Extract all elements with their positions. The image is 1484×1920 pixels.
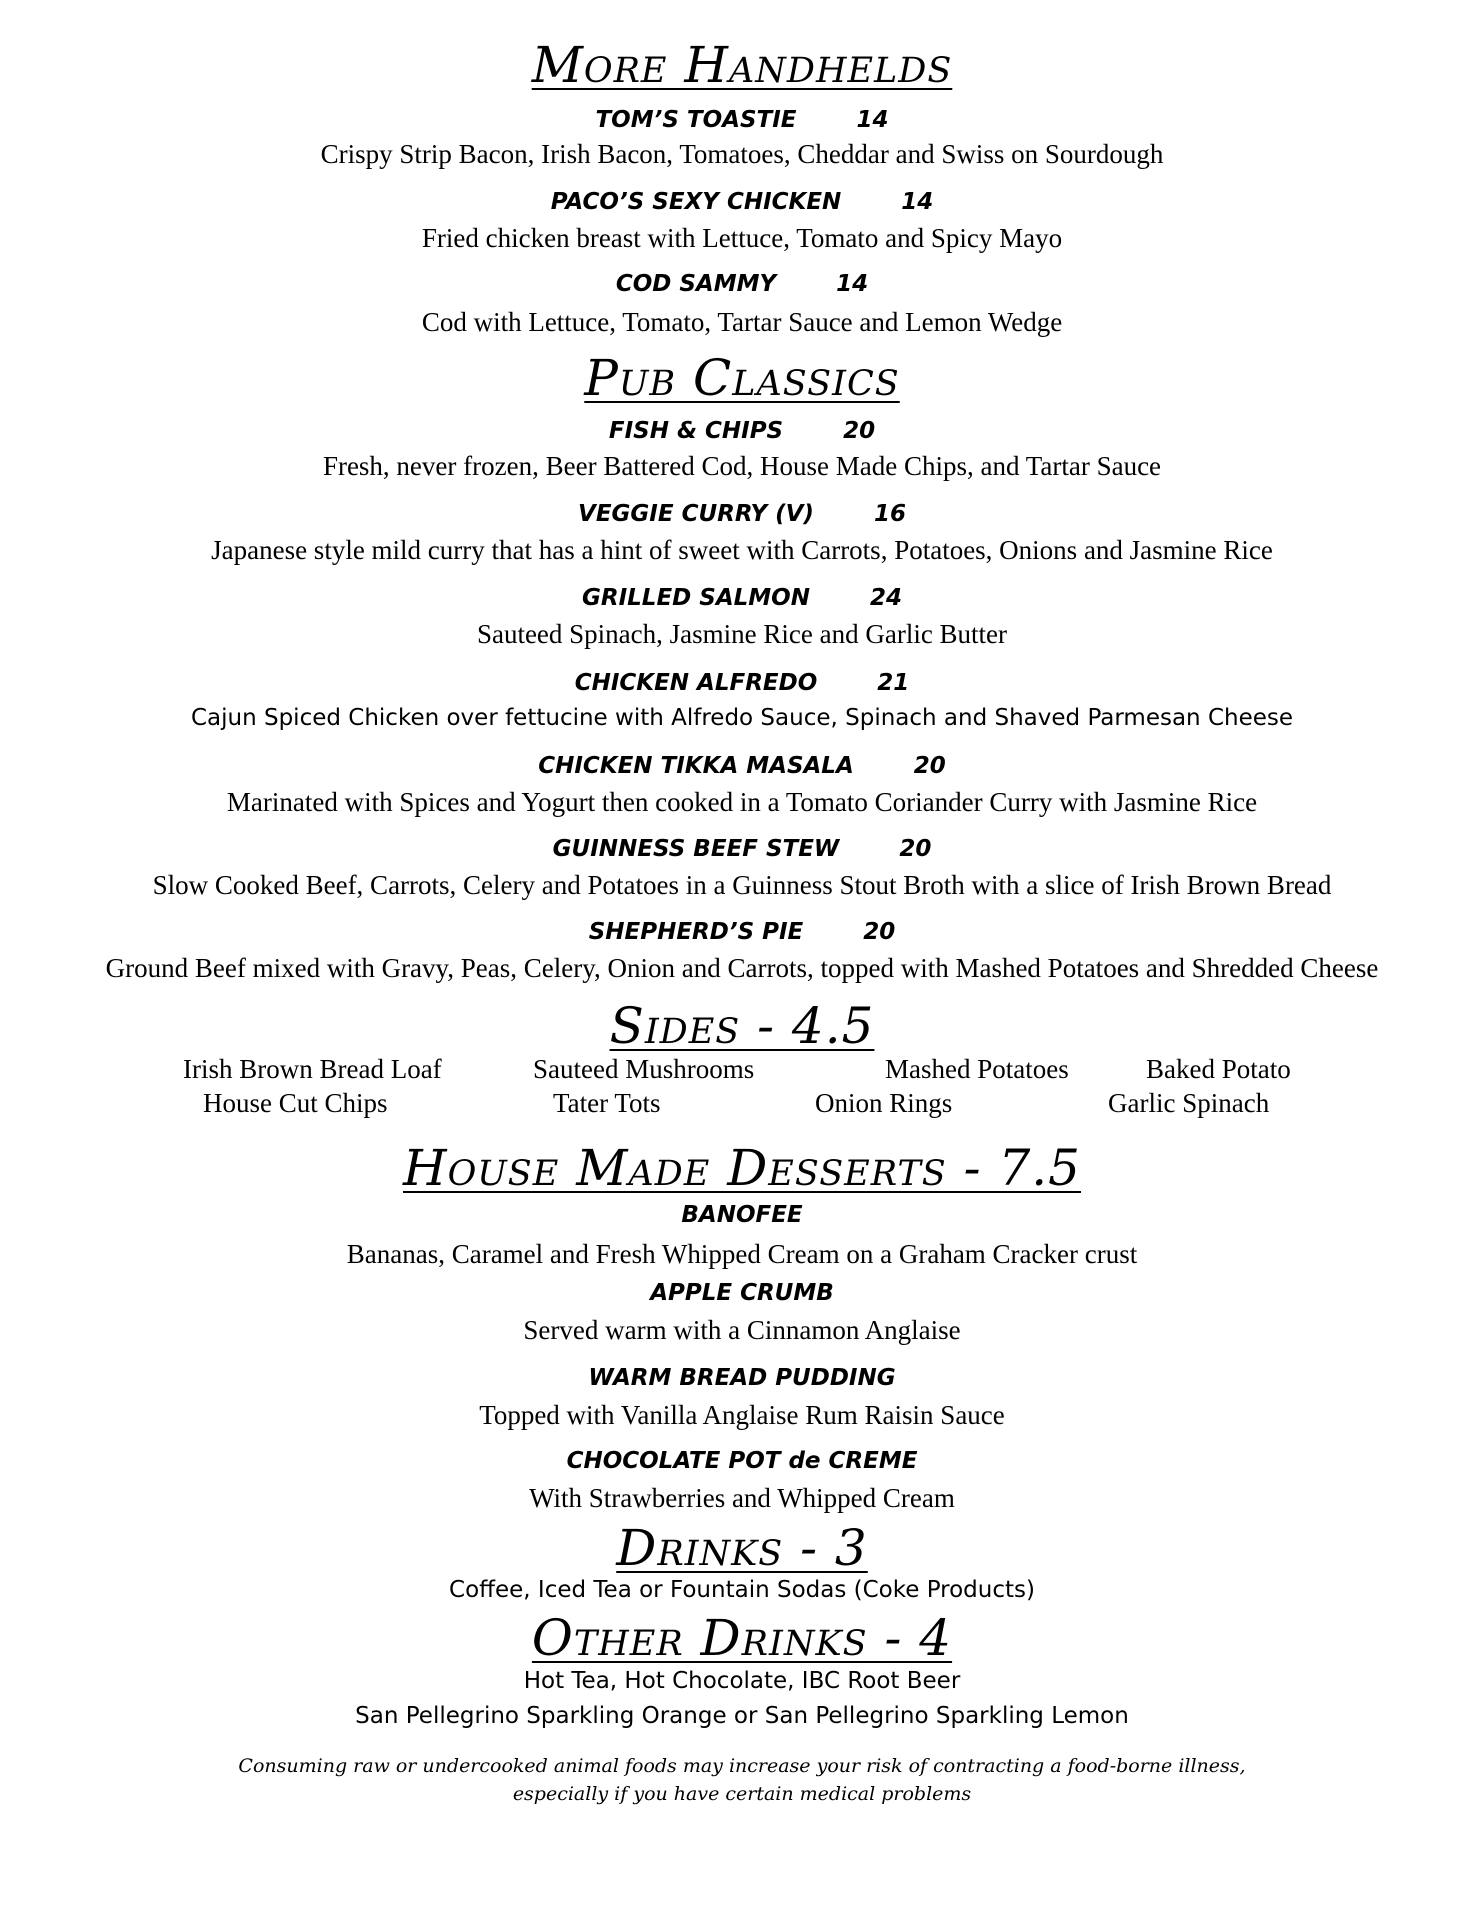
menu-item-title bbox=[0, 751, 1484, 781]
menu-item-title bbox=[0, 834, 1484, 864]
item-price: 14 bbox=[836, 271, 869, 297]
drinks-list: Coffee, Iced Tea or Fountain Sodas (Coke Products) bbox=[449, 1577, 1035, 1603]
health-disclaimer: especially if you have certain medical problems bbox=[512, 1783, 972, 1805]
item-price: 20 bbox=[913, 753, 946, 779]
side-item: Garlic Spinach bbox=[1108, 1088, 1270, 1118]
section-heading-sides: Sides - 4.5 bbox=[609, 997, 875, 1055]
item-description: Marinated with Spices and Yogurt then cooked in a Tomato Coriander Curry with Jasmine Rice bbox=[226, 787, 1258, 817]
item-description: Slow Cooked Beef, Carrots, Celery and Potatoes in a Guinness Stout Broth with a slice of Irish Brown Bread bbox=[152, 870, 1332, 900]
section-heading-other-drinks: Other Drinks - 4 bbox=[531, 1609, 953, 1667]
menu-item-title bbox=[0, 583, 1484, 613]
menu-item-title bbox=[0, 105, 1484, 135]
item-description: Served warm with a Cinnamon Anglaise bbox=[523, 1315, 961, 1345]
menu-item-title: CHOCOLATE POT de CREME bbox=[566, 1448, 918, 1474]
side-item: House Cut Chips bbox=[203, 1088, 388, 1118]
item-name: FISH & CHIPS bbox=[608, 418, 784, 444]
item-description: Fried chicken breast with Lettuce, Tomato and Spicy Mayo bbox=[421, 223, 1063, 253]
item-name: CHICKEN ALFREDO bbox=[574, 670, 818, 696]
item-description: Cajun Spiced Chicken over fettucine with Alfredo Sauce, Spinach and Shaved Parmesan Cheese bbox=[190, 705, 1294, 731]
item-price: 14 bbox=[856, 107, 889, 133]
section-heading-pub-classics: Pub Classics bbox=[584, 349, 900, 407]
item-description: Bananas, Caramel and Fresh Whipped Cream on a Graham Cracker crust bbox=[346, 1239, 1138, 1269]
menu-item-title bbox=[0, 269, 1484, 299]
item-description: Japanese style mild curry that has a hint of sweet with Carrots, Potatoes, Onions and Jasmine Rice bbox=[211, 535, 1273, 565]
item-name: PACO’S SEXY CHICKEN bbox=[550, 189, 842, 215]
side-item: Tater Tots bbox=[553, 1088, 661, 1118]
menu-item-title bbox=[0, 917, 1484, 947]
item-price: 20 bbox=[843, 418, 876, 444]
section-heading-handhelds: More Handhelds bbox=[531, 36, 953, 94]
item-name: SHEPHERD’S PIE bbox=[588, 919, 804, 945]
item-description: Fresh, never frozen, Beer Battered Cod, House Made Chips, and Tartar Sauce bbox=[322, 451, 1162, 481]
item-description: Ground Beef mixed with Gravy, Peas, Celery, Onion and Carrots, topped with Mashed Potatoes and Shredded Cheese bbox=[105, 953, 1379, 983]
side-item: Irish Brown Bread Loaf bbox=[183, 1054, 442, 1084]
menu-item-title bbox=[0, 668, 1484, 698]
item-price: 14 bbox=[901, 189, 934, 215]
item-name: CHICKEN TIKKA MASALA bbox=[538, 753, 854, 779]
item-name: GRILLED SALMON bbox=[582, 585, 810, 611]
side-item: Sauteed Mushrooms bbox=[533, 1054, 755, 1084]
section-heading-desserts: House Made Desserts - 7.5 bbox=[403, 1139, 1081, 1197]
other-drinks-line: San Pellegrino Sparkling Orange or San Pellegrino Sparkling Lemon bbox=[355, 1703, 1129, 1729]
item-description: Crispy Strip Bacon, Irish Bacon, Tomatoes, Cheddar and Swiss on Sourdough bbox=[320, 139, 1164, 169]
menu-item-title: WARM BREAD PUDDING bbox=[588, 1365, 896, 1391]
health-disclaimer: Consuming raw or undercooked animal foods may increase your risk of contracting a food-borne illness, bbox=[238, 1755, 1246, 1777]
item-name: GUINNESS BEEF STEW bbox=[552, 836, 840, 862]
item-description: Sauteed Spinach, Jasmine Rice and Garlic Butter bbox=[476, 619, 1008, 649]
menu-item-title: APPLE CRUMB bbox=[650, 1280, 834, 1306]
item-price: 16 bbox=[873, 501, 906, 527]
side-item: Onion Rings bbox=[815, 1088, 953, 1118]
item-price: 20 bbox=[863, 919, 896, 945]
item-price: 20 bbox=[899, 836, 932, 862]
menu-item-title bbox=[0, 187, 1484, 217]
menu-item-title bbox=[0, 499, 1484, 529]
item-price: 24 bbox=[869, 585, 902, 611]
section-heading-drinks: Drinks - 3 bbox=[616, 1519, 868, 1577]
menu-item-title bbox=[0, 416, 1484, 446]
item-description: With Strawberries and Whipped Cream bbox=[529, 1483, 955, 1513]
item-description: Cod with Lettuce, Tomato, Tartar Sauce and Lemon Wedge bbox=[421, 307, 1063, 337]
item-description: Topped with Vanilla Anglaise Rum Raisin Sauce bbox=[479, 1400, 1005, 1430]
menu-item-title: BANOFEE bbox=[681, 1202, 803, 1228]
other-drinks-line: Hot Tea, Hot Chocolate, IBC Root Beer bbox=[523, 1668, 961, 1694]
side-item: Baked Potato bbox=[1146, 1054, 1291, 1084]
side-item: Mashed Potatoes bbox=[885, 1054, 1069, 1084]
item-price: 21 bbox=[877, 670, 910, 696]
item-name: COD SAMMY bbox=[615, 271, 777, 297]
item-name: TOM’S TOASTIE bbox=[595, 107, 797, 133]
item-name: VEGGIE CURRY (V) bbox=[578, 501, 814, 527]
